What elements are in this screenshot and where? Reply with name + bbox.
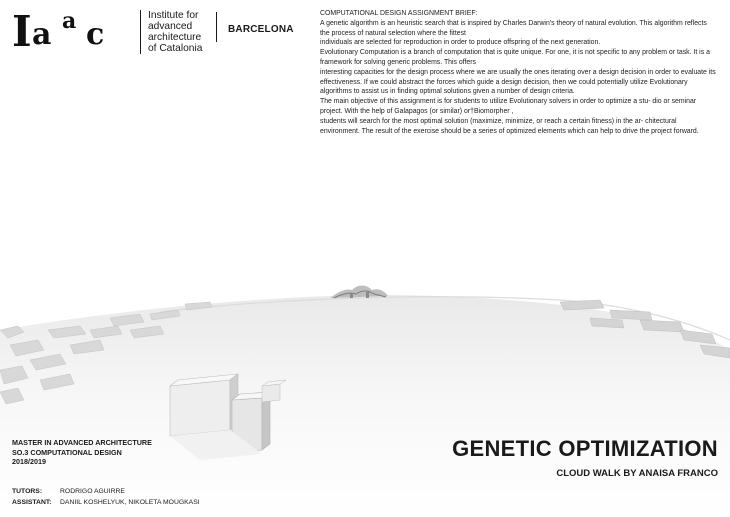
brief-paragraph: Evolutionary Computation is a branch of computation that is quite unique. For one, it is not specific to any problem or task. It is a framework for solving generic problems. This offers [320,49,710,66]
institute-line: Institute for [148,10,199,21]
tutors-value: RODRIGO AGUIRRE [60,488,125,495]
academic-year: 2018/2019 [12,457,46,467]
program-name: MASTER IN ADVANCED ARCHITECTURE [12,438,152,447]
institute-line: of Catalonia [148,43,203,54]
brief-heading: COMPUTATIONAL DESIGN ASSIGNMENT BRIEF: [320,10,478,17]
brief-paragraph: interesting capacities for the design process where we are usually the ones iterating over a design decision in order to evaluate its effectiveness. If we could abstract the forces which guide a design decision, then we could potentially utilize Evolutionary algorithms to assist us in finding optimal solutions given a number of design criteria. [320,68,716,96]
logo-lettering: I [12,8,32,52]
brief-paragraph: students will search for the most optimal solution (maximize, minimize, or reach a certain fitness) in the ar- chitectural environment. The result of the exercise should be a series of optimized elements which can help to drive the project forward. [320,117,699,135]
iaac-logo [12,8,136,52]
svg-text:c: c [86,17,105,52]
page-title: GENETIC OPTIMIZATION [452,436,718,461]
course-name: SO.3 COMPUTATIONAL DESIGN [12,447,122,457]
program-info [12,438,152,467]
tutors-row [12,486,200,497]
city-label: BARCELONA [228,24,294,35]
institute-line: advanced [148,21,193,32]
assistant-label: ASSISTANT: [12,499,52,506]
assistant-value: DANIIL KOSHELYUK, NIKOLETA MOUGKASI [60,499,200,506]
brief-paragraph: A genetic algorithm is an heuristic search that is inspired by Charles Darwin's theory of natural evolution. This algorithm reflects the process of natural selection where the fittest [320,19,707,37]
institute-line: architecture [148,32,202,43]
page-subtitle: CLOUD WALK BY ANAISA FRANCO [556,468,718,479]
assignment-brief [320,9,718,136]
assistant-row [12,497,200,508]
city-divider [216,12,217,42]
tutors-label: TUTORS: [12,488,43,495]
logo-divider [140,10,141,54]
svg-text:a: a [62,8,77,34]
credits [12,486,200,508]
cloud-walk-pavilion [330,286,388,299]
svg-text:a: a [32,17,52,52]
institute-name [148,10,202,54]
brief-paragraph: The main objective of this assignment is for students to utilize Evolutionary solvers in order to optimize a stu- dio or seminar project. With the help of Galapagos (or similar) or†Biomorpher , [320,98,697,115]
brief-paragraph: individuals are selected for reproduction in order to produce offspring of the next generation. [320,39,601,47]
